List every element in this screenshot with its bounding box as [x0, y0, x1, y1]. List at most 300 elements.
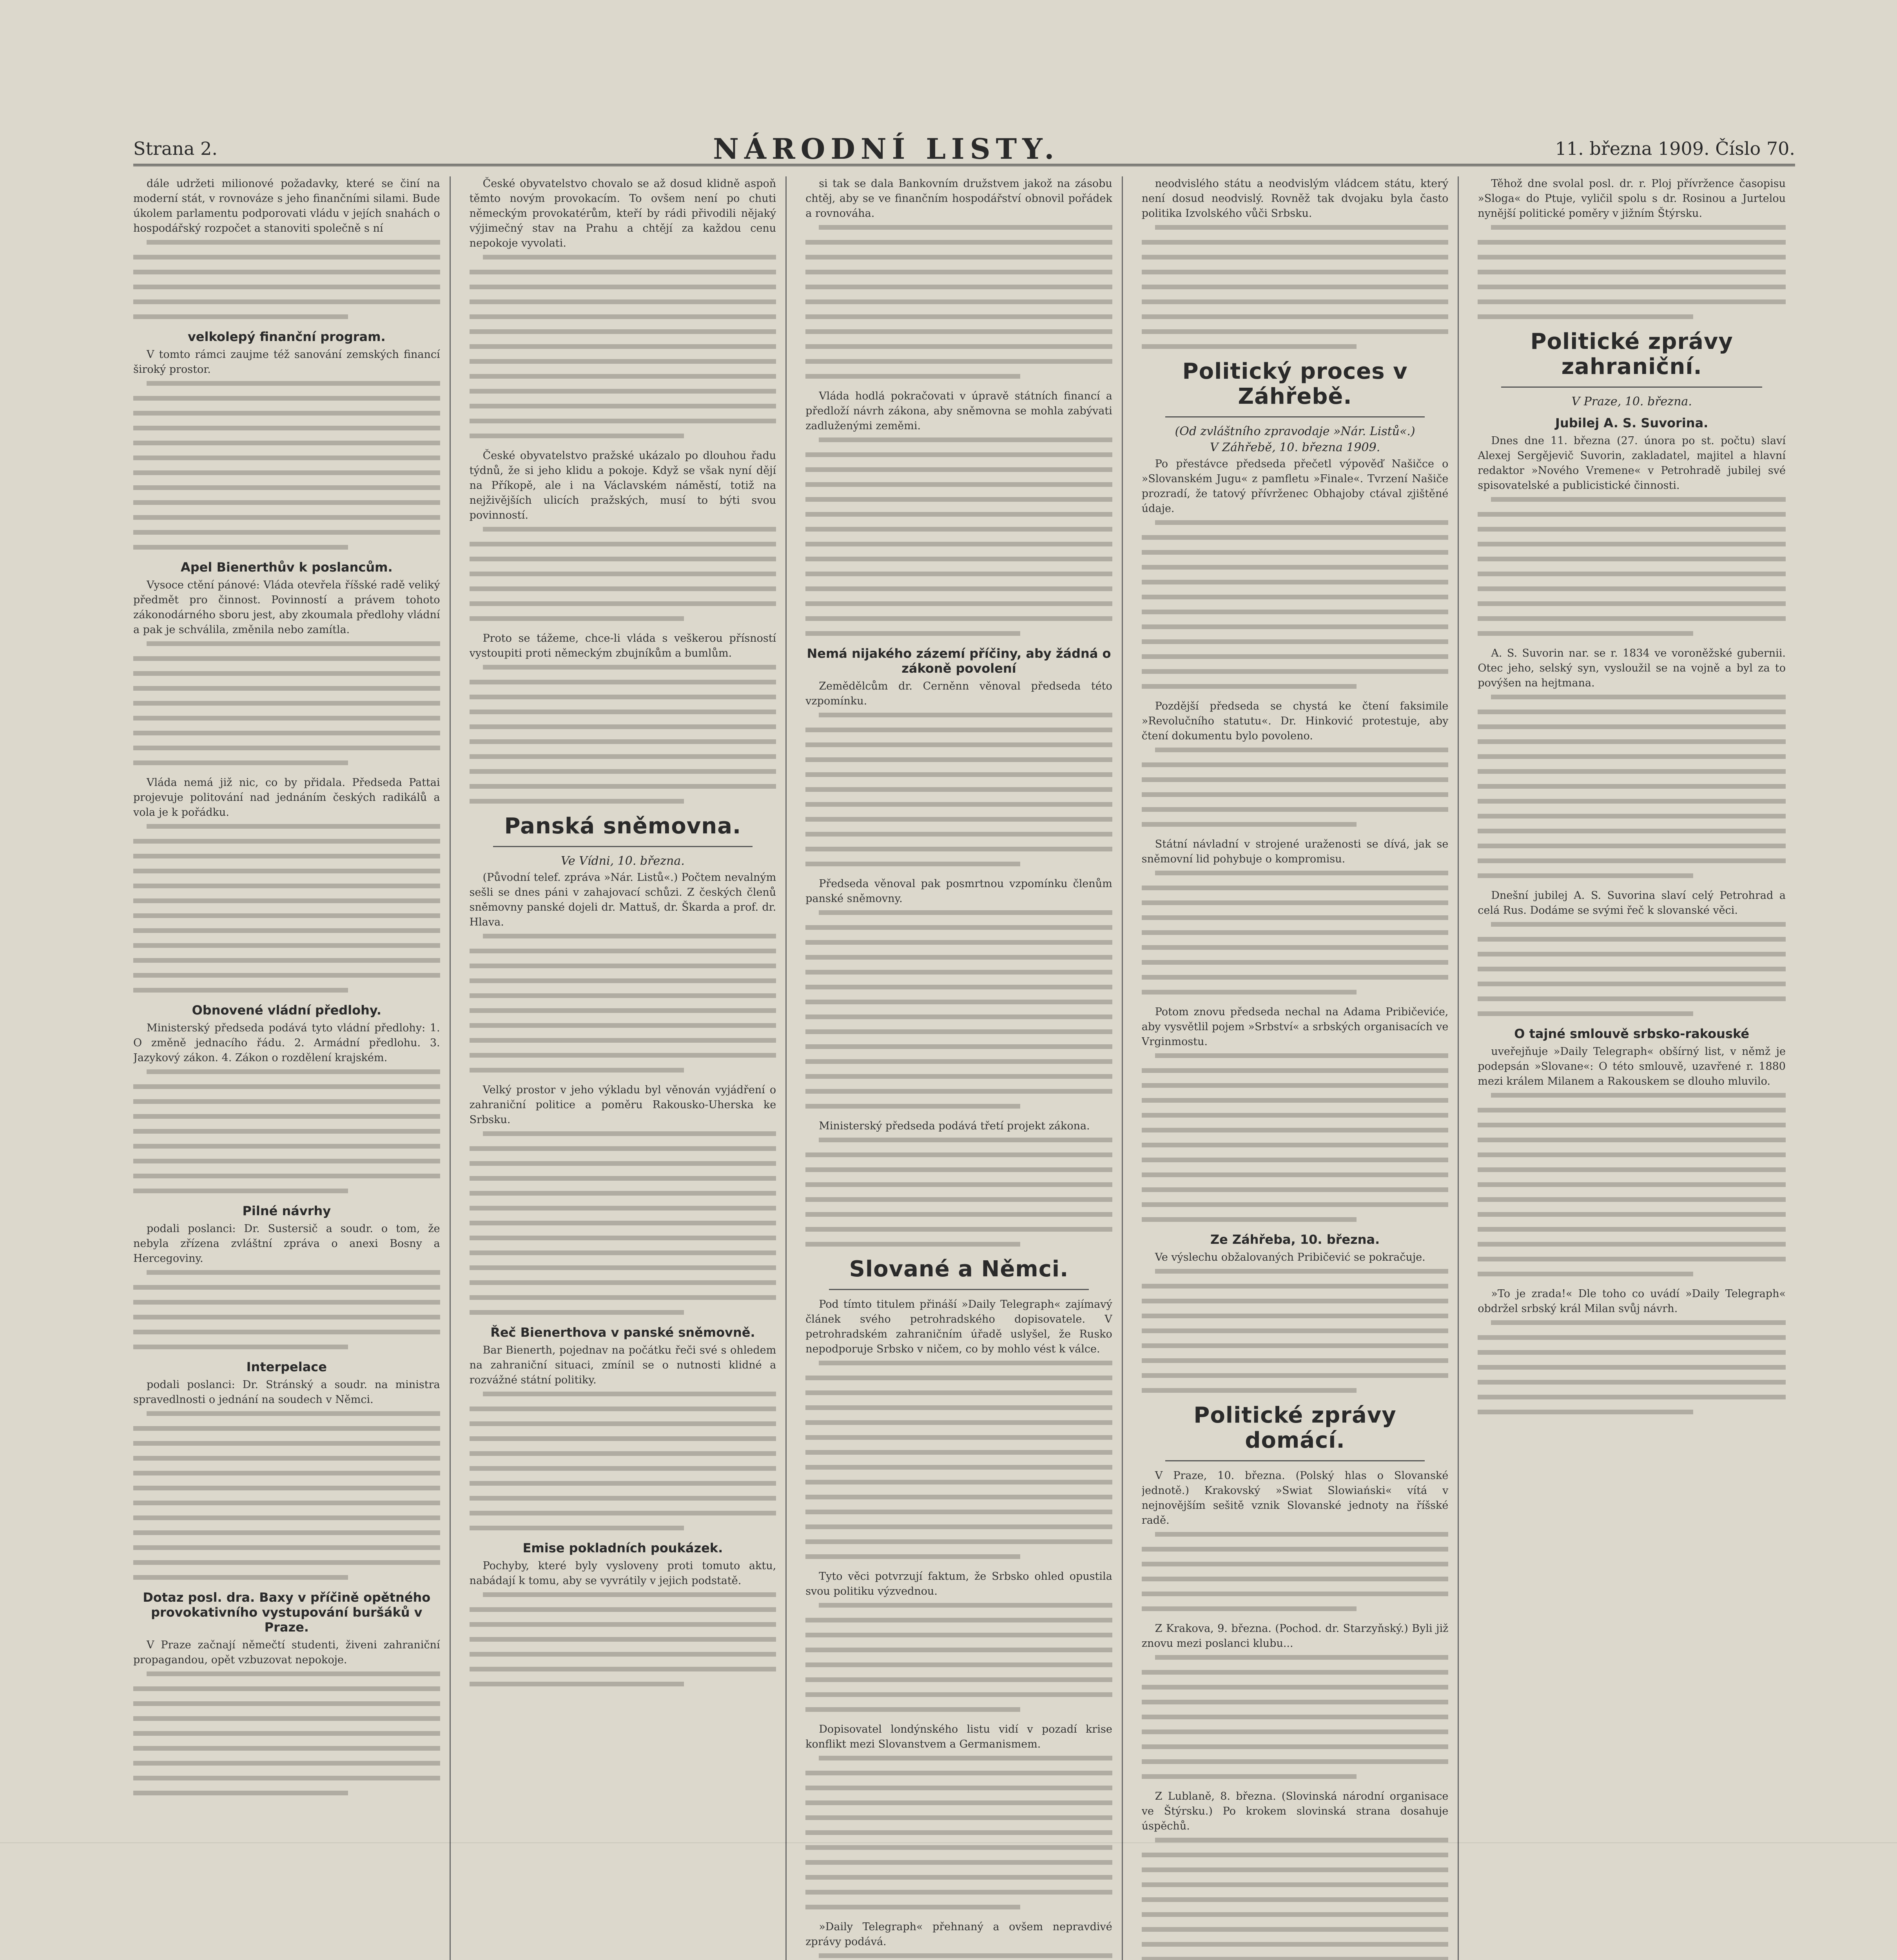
text-line: [805, 1227, 1112, 1232]
text-line: [133, 1686, 440, 1691]
text-line: [1491, 225, 1786, 230]
text-line: [133, 1791, 348, 1795]
text-line: [1142, 1358, 1449, 1363]
text-line: [133, 470, 440, 475]
text-line: [805, 240, 1112, 245]
text-line: [470, 1406, 776, 1411]
text-line: [1478, 1257, 1786, 1261]
text-line: [805, 817, 1112, 822]
text-line: [133, 530, 440, 535]
text-line: [133, 426, 440, 430]
text-line: [133, 299, 440, 304]
text-line: [470, 1607, 776, 1612]
text-line: [1478, 542, 1786, 546]
text-line: [133, 898, 440, 903]
article-paragraph: Velký prostor v jeho výkladu byl věnován vyjádření o zahraniční politice a poměru Rakousko-Uherska ke Srbsku.: [469, 1084, 776, 1126]
text-line: [819, 1756, 1112, 1760]
text-line: [1478, 314, 1693, 319]
dateline: (Od zvláštního zpravodaje »Nár. Listů«.): [1175, 425, 1415, 438]
text-line: [470, 680, 776, 684]
text-line: [1142, 654, 1449, 659]
text-line: [483, 1392, 776, 1396]
text-line: [819, 1953, 1112, 1958]
text-line: [1478, 1152, 1786, 1157]
text-line: [1491, 922, 1786, 927]
text-line: [1142, 1299, 1449, 1303]
text-line: [470, 799, 684, 804]
article-paragraph: Předseda věnoval pak posmrtnou vzpomínku členům panské sněmovny.: [805, 878, 1112, 905]
text-line: [1478, 799, 1786, 804]
text-line: [133, 1776, 440, 1780]
text-line: [1478, 1380, 1786, 1385]
text-line: [805, 1182, 1112, 1187]
text-line: [1478, 754, 1786, 759]
text-line: [470, 1280, 776, 1285]
text-line: [1142, 669, 1449, 674]
section-rule: [1501, 387, 1762, 388]
text-line: [805, 1152, 1112, 1157]
text-line: [1142, 1202, 1449, 1207]
text-line: [805, 1000, 1112, 1004]
text-line: [805, 728, 1112, 732]
columns: [133, 176, 1795, 1960]
text-line: [1142, 1547, 1449, 1552]
text-line: [819, 910, 1112, 915]
text-line: [805, 1830, 1112, 1835]
text-line: [133, 839, 440, 844]
text-line: [133, 716, 440, 720]
text-line: [1142, 1744, 1449, 1749]
text-line: [1142, 1577, 1449, 1581]
text-line: [1142, 1373, 1449, 1378]
text-line: [133, 686, 440, 691]
article-paragraph: V tomto rámci zaujme též sanování zemských financí široký prostor.: [133, 348, 440, 376]
text-line: [1478, 527, 1786, 532]
text-line: [805, 925, 1112, 930]
article-paragraph: Z Krakova, 9. března. (Pochod. dr. Starzyňský.) Byli již znovu mezi poslanci klubu...: [1141, 1622, 1449, 1650]
text-line: [470, 1496, 776, 1501]
text-line: [470, 993, 776, 998]
text-line: [470, 1481, 776, 1486]
text-line: [133, 760, 348, 765]
text-line: [1142, 285, 1449, 289]
text-line: [133, 1471, 440, 1475]
text-line: [805, 1029, 1112, 1034]
text-line: [470, 710, 776, 714]
column-2: [470, 176, 787, 1960]
text-line: [1142, 565, 1449, 570]
text-line: [805, 1707, 1020, 1712]
text-line: [470, 769, 776, 774]
section-rule: [493, 846, 753, 847]
text-line: [470, 784, 776, 789]
page-fold: [0, 1842, 1897, 1843]
text-line: [133, 396, 440, 401]
text-line: [470, 1038, 776, 1043]
article-paragraph: Dopisovatel londýnského listu vidí v pozadí krise konflikt mezi Slovanstvem a Germanismem.: [805, 1723, 1112, 1750]
text-line: [133, 1560, 440, 1565]
article-paragraph: Pozdější předseda se chystá ke čtení faksimile »Revolučního statutu«. Dr. Hinković protestuje, aby čtení dokumentu bylo povoleno.: [1141, 700, 1449, 742]
text-line: [1142, 1700, 1449, 1704]
text-line: [470, 270, 776, 274]
article-paragraph: Tyto věci potvrzují faktum, že Srbsko ohled opustila svou politiku výzvednou.: [805, 1570, 1112, 1597]
text-line: [1478, 982, 1786, 986]
text-line: [470, 695, 776, 699]
text-line: [1142, 915, 1449, 920]
text-line: [133, 255, 440, 260]
text-line: [1142, 314, 1449, 319]
article-heading: O tajné smlouvě srbsko-rakouské: [1514, 1026, 1750, 1041]
text-line: [470, 1466, 776, 1471]
text-line: [805, 1242, 1020, 1247]
article-paragraph: podali poslanci: Dr. Sustersič a soudr. o tom, že nebyla zřízena zvláštní zpráva o anexi Bosny a Hercegoviny.: [133, 1223, 440, 1265]
text-line: [133, 1144, 440, 1149]
text-line: [1142, 1158, 1449, 1162]
text-line: [1142, 900, 1449, 905]
text-line: [1142, 595, 1449, 599]
text-line: [819, 1603, 1112, 1608]
text-line: [1155, 1269, 1449, 1274]
text-line: [805, 1212, 1112, 1217]
text-line: [1142, 1187, 1449, 1192]
article-paragraph: Pochyby, které byly vysloveny proti tomuto aktu, nabádají k tomu, aby se vyvrátily v jejich podstatě.: [469, 1560, 776, 1587]
text-line: [1478, 784, 1786, 789]
text-line: [805, 1390, 1112, 1395]
text-line: [470, 1637, 776, 1642]
text-line: [470, 1421, 776, 1426]
text-line: [133, 1315, 440, 1319]
text-line: [1478, 1167, 1786, 1172]
text-line: [470, 344, 776, 349]
text-line: [805, 742, 1112, 747]
dateline: V Praze, 10. března.: [1571, 395, 1692, 408]
text-line: [1155, 1655, 1449, 1660]
text-line: [1478, 285, 1786, 289]
text-line: [805, 1815, 1112, 1820]
text-line: [805, 1480, 1112, 1485]
text-line: [1142, 1128, 1449, 1132]
text-line: [805, 1167, 1112, 1172]
text-line: [1142, 1592, 1449, 1596]
text-line: [1478, 710, 1786, 714]
section-heading: Panská sněmovna.: [504, 813, 742, 839]
article-paragraph: Dnes dne 11. března (27. února po st. počtu) slaví Alexej Sergějevič Suvorin, zakladatel, majitel a hlavní redaktor »Nového Vremene« v Petrohradě jubilej své spisovatelské a publicistické činnosti.: [1478, 435, 1786, 492]
article-paragraph: Dnešní jubilej A. S. Suvorina slaví celý Petrohrad a celá Rus. Dodáme se svými řeč k slovanské věci.: [1478, 889, 1786, 916]
text-line: [470, 1295, 776, 1300]
text-line: [1478, 1335, 1786, 1340]
text-line: [147, 1270, 440, 1275]
text-line: [805, 601, 1112, 606]
text-line: [133, 1426, 440, 1431]
text-line: [470, 1023, 776, 1028]
text-line: [133, 456, 440, 460]
text-line: [805, 1633, 1112, 1637]
text-line: [133, 314, 348, 319]
text-line: [1142, 1172, 1449, 1177]
text-line: [805, 1648, 1112, 1652]
text-line: [1478, 873, 1693, 878]
text-line: [133, 958, 440, 963]
article-paragraph: Z Lublaně, 8. března. (Slovinská národní organisace ve Štýrsku.) Po krokem slovinská strana dosahuje úspěchů.: [1141, 1790, 1449, 1832]
text-line: [805, 787, 1112, 792]
article-heading: Jubilej A. S. Suvorina.: [1555, 416, 1708, 430]
article-paragraph: Bar Bienerth, pojednav na počátku řeči své s ohledem na zahraniční situaci, zmínil se o nutnosti klidné a rozvážné státní politiky.: [469, 1344, 776, 1386]
text-line: [1478, 967, 1786, 971]
text-line: [470, 616, 684, 621]
text-line: [483, 665, 776, 670]
text-line: [805, 955, 1112, 960]
article-heading: Řeč Bienerthova v panské sněmovně.: [490, 1325, 755, 1340]
text-line: [805, 1197, 1112, 1202]
text-line: [470, 1068, 684, 1073]
text-line: [819, 1361, 1112, 1365]
text-line: [805, 452, 1112, 457]
text-line: [470, 299, 776, 304]
text-line: [805, 1510, 1112, 1514]
text-line: [133, 515, 440, 520]
text-line: [805, 1074, 1112, 1079]
text-line: [819, 1138, 1112, 1142]
text-line: [1478, 1123, 1786, 1127]
text-line: [147, 1671, 440, 1676]
text-line: [147, 1069, 440, 1074]
article-paragraph: dále udržeti milionové požadavky, které se činí na moderní stát, v rovnováze s jeho finančními silami. Bude úkolem parlamentu podporovati vládu v jejích snahách o hospodářský rozpočet a stanoviti společně s ní: [133, 178, 440, 234]
text-line: [805, 1014, 1112, 1019]
article-paragraph: neodvislého státu a neodvislým vládcem státu, který není dosud neodvislý. Rovněž tak dvojaku byla často politika Izvolského vůči Srbsku.: [1141, 178, 1449, 220]
article-paragraph: Vláda nemá již nic, co by přidala. Předseda Pattai projevuje politování nad jednáním českých radikálů a vola je k pořádku.: [133, 777, 440, 818]
article-paragraph: »To je zrada!« Dle toho co uvádí »Daily Telegraph« obdržel srbský král Milan svůj návrh.: [1478, 1288, 1786, 1315]
text-line: [483, 1592, 776, 1597]
text-line: [133, 928, 440, 933]
text-line: [1142, 1942, 1449, 1947]
text-line: [147, 381, 440, 386]
text-line: [805, 299, 1112, 304]
text-line: [805, 1800, 1112, 1805]
text-line: [1478, 1272, 1693, 1276]
text-line: [805, 1786, 1112, 1790]
text-line: [133, 1330, 440, 1334]
text-line: [133, 671, 440, 676]
article-paragraph: A. S. Suvorin nar. se r. 1834 ve voroněžské gubernii. Otec jeho, selský syn, vysloužil se na vojně a byl za to povýšen na hejtmana.: [1478, 647, 1786, 689]
text-line: [1478, 952, 1786, 956]
text-line: [133, 1159, 440, 1163]
text-line: [470, 1191, 776, 1196]
text-line: [1478, 829, 1786, 833]
text-line: [147, 1411, 440, 1416]
article-heading: Pilné návrhy: [242, 1203, 331, 1218]
text-line: [805, 985, 1112, 989]
text-line: [470, 389, 776, 394]
text-line: [133, 1099, 440, 1104]
text-line: [1155, 748, 1449, 752]
text-line: [133, 1746, 440, 1751]
article-heading: Dotaz posl. dra. Baxy v příčině opětného provokativního vystupování buršáků v Praze.: [143, 1590, 431, 1635]
text-line: [1478, 1182, 1786, 1187]
text-line: [1478, 572, 1786, 576]
text-line: [805, 359, 1112, 364]
article-heading: Emise pokladních poukázek.: [522, 1541, 723, 1555]
article-heading: Interpelace: [246, 1359, 327, 1374]
text-line: [1478, 270, 1786, 274]
text-line: [470, 314, 776, 319]
text-line: [805, 527, 1112, 532]
article-paragraph: Proto se tážeme, chce-li vláda s veškerou přísností vystoupiti proti německým zbujníkům a bumlům.: [469, 632, 776, 659]
text-line: [470, 419, 776, 423]
text-line: [1478, 601, 1786, 606]
text-line: [1142, 960, 1449, 965]
text-line: [1478, 739, 1786, 744]
text-line: [133, 1285, 440, 1290]
text-line: [133, 973, 440, 978]
text-line: [133, 1731, 440, 1736]
text-line: [1142, 1113, 1449, 1118]
text-line: [133, 1530, 440, 1535]
text-line: [470, 1008, 776, 1013]
text-line: [1142, 886, 1449, 890]
text-line: [1142, 1912, 1449, 1917]
text-line: [1142, 792, 1449, 797]
column-5: [1478, 176, 1795, 1960]
article-paragraph: České obyvatelstvo pražské ukázalo po dlouhou řadu týdnů, že si jeho klidu a pokoje. Když se však nyní dějí na Příkopě, ale i na Václavském náměstí, totiž na nejživějších ulicích pražských, musí to býti svou povinností.: [469, 450, 776, 521]
text-line: [470, 329, 776, 334]
text-line: [147, 240, 440, 245]
text-line: [1142, 1670, 1449, 1675]
text-line: [805, 314, 1112, 319]
text-line: [1478, 1395, 1786, 1399]
text-line: [1142, 945, 1449, 950]
text-line: [470, 1221, 776, 1225]
text-line: [1478, 814, 1786, 818]
text-line: [805, 270, 1112, 274]
text-line: [470, 964, 776, 968]
text-line: [1142, 1853, 1449, 1857]
text-line: [805, 1405, 1112, 1410]
text-line: [1142, 1882, 1449, 1887]
text-line: [1142, 1867, 1449, 1872]
text-line: [1478, 1410, 1693, 1414]
column-3: [805, 176, 1123, 1960]
text-line: [1142, 807, 1449, 812]
text-line: [1155, 1838, 1449, 1842]
article-paragraph: Těhož dne svolal posl. dr. r. Ploj přívržence časopisu »Slogа« do Ptuje, vyličil spolu s dr. Rosinou a Jurtelou nynější politické poměry v jižním Štýrsku.: [1478, 178, 1786, 220]
issue-date: 11. března 1909. Číslo 70.: [1555, 138, 1795, 159]
text-line: [133, 441, 440, 445]
text-line: [470, 404, 776, 408]
article-paragraph: České obyvatelstvo chovalo se až dosud klidně aspoň těmto novým provokacím. To ovšem není po chuti německým provokatérům, kteří by rádi přivodili nějaký výjimečný stav na Prahu a chtějí za každou cenu nepokoje vyvolati.: [469, 178, 776, 249]
text-line: [805, 1104, 1020, 1109]
text-line: [133, 485, 440, 490]
text-line: [805, 285, 1112, 289]
text-line: [1142, 1730, 1449, 1734]
text-line: [133, 1486, 440, 1490]
text-line: [133, 943, 440, 948]
text-line: [805, 374, 1020, 379]
article-heading: Ze Záhřeba, 10. března.: [1210, 1232, 1380, 1247]
text-line: [805, 1677, 1112, 1682]
text-line: [133, 869, 440, 873]
text-line: [133, 1456, 440, 1461]
newspaper-title: NÁRODNÍ LISTY.: [713, 132, 1060, 165]
text-line: [1478, 1138, 1786, 1142]
text-line: [805, 1890, 1112, 1895]
text-line: [1142, 1314, 1449, 1318]
text-line: [805, 772, 1112, 777]
text-line: [1142, 550, 1449, 555]
text-line: [805, 467, 1112, 472]
text-line: [805, 862, 1020, 866]
text-line: [1142, 580, 1449, 584]
text-line: [1142, 1715, 1449, 1719]
text-line: [805, 802, 1112, 807]
text-line: [1142, 1759, 1449, 1764]
text-line: [805, 1875, 1112, 1880]
text-line: [1478, 1365, 1786, 1370]
text-line: [470, 1176, 776, 1181]
masthead: [133, 133, 1795, 166]
article-heading: velkolepý finanční program.: [187, 329, 386, 344]
text-line: [1478, 631, 1693, 636]
text-line: [470, 601, 776, 606]
article-paragraph: Po přestávce předseda přečetl výpověď Našičce o »Slovanském Jugu« z pamfletu »Finale«. Tvrzení Našiče prozradí, že tatový přívrženec Obhajoby ctával zjištěné údaje.: [1141, 458, 1449, 515]
text-line: [1142, 1143, 1449, 1147]
text-line: [470, 1250, 776, 1255]
section-heading: Politické zprávy zahraniční.: [1530, 329, 1733, 379]
text-line: [470, 1206, 776, 1210]
text-line: [470, 1652, 776, 1657]
text-line: [470, 557, 776, 561]
text-line: [1478, 1350, 1786, 1355]
text-line: [805, 1059, 1112, 1064]
text-line: [1142, 299, 1449, 304]
text-line: [133, 1189, 348, 1193]
text-line: [805, 1420, 1112, 1425]
article-paragraph: uveřejňuje »Daily Telegraph« obšírný list, v němž je podepsán »Slovane«: O této smlouvě, uzavřené r. 1880 mezi králem Milanem a Rakouskem se dlouho mluvilo.: [1478, 1045, 1786, 1087]
text-line: [1142, 1068, 1449, 1073]
article-paragraph: Ministerský předseda podává tyto vládní předlohy: 1. O změně jednacího řádu. 2. Armádní předlohu. 3. Jazykový zákon. 4. Zákon o rozdělení krajském.: [133, 1022, 440, 1064]
text-line: [1155, 1532, 1449, 1537]
column-1: [133, 176, 451, 1960]
text-line: [1478, 724, 1786, 729]
text-line: [470, 949, 776, 953]
text-line: [805, 847, 1112, 851]
text-line: [483, 934, 776, 938]
text-line: [805, 1692, 1112, 1697]
text-line: [133, 1575, 348, 1580]
text-line: [1478, 1242, 1786, 1247]
text-line: [470, 1236, 776, 1240]
text-line: [1478, 1108, 1786, 1112]
text-line: [1142, 930, 1449, 935]
text-line: [819, 437, 1112, 442]
text-line: [133, 545, 348, 550]
text-line: [805, 1376, 1112, 1380]
text-line: [805, 1662, 1112, 1667]
article-paragraph: Potom znovu předseda nechal na Adama Pribičeviće, aby vysvětlil pojem »Srbství« a srbských organisacích ve Vrginmostu.: [1141, 1006, 1449, 1048]
text-line: [470, 1451, 776, 1456]
text-line: [1142, 990, 1357, 995]
article-paragraph: V Praze, 10. března. (Polský hlas o Slovanské jednotě.) Krakovský »Swiat Slowiański« vítá v nejnovějším sešitě vznik Slovanské jednoty na říšské radě.: [1141, 1470, 1449, 1526]
text-line: [1142, 1217, 1357, 1222]
column-4: [1142, 176, 1459, 1960]
text-line: [1142, 329, 1449, 334]
text-line: [483, 255, 776, 260]
text-line: [1142, 1083, 1449, 1088]
text-line: [1478, 299, 1786, 304]
text-line: [470, 1667, 776, 1671]
text-line: [1491, 695, 1786, 699]
text-line: [1142, 1957, 1449, 1960]
section-heading: Slované a Němci.: [849, 1256, 1069, 1282]
